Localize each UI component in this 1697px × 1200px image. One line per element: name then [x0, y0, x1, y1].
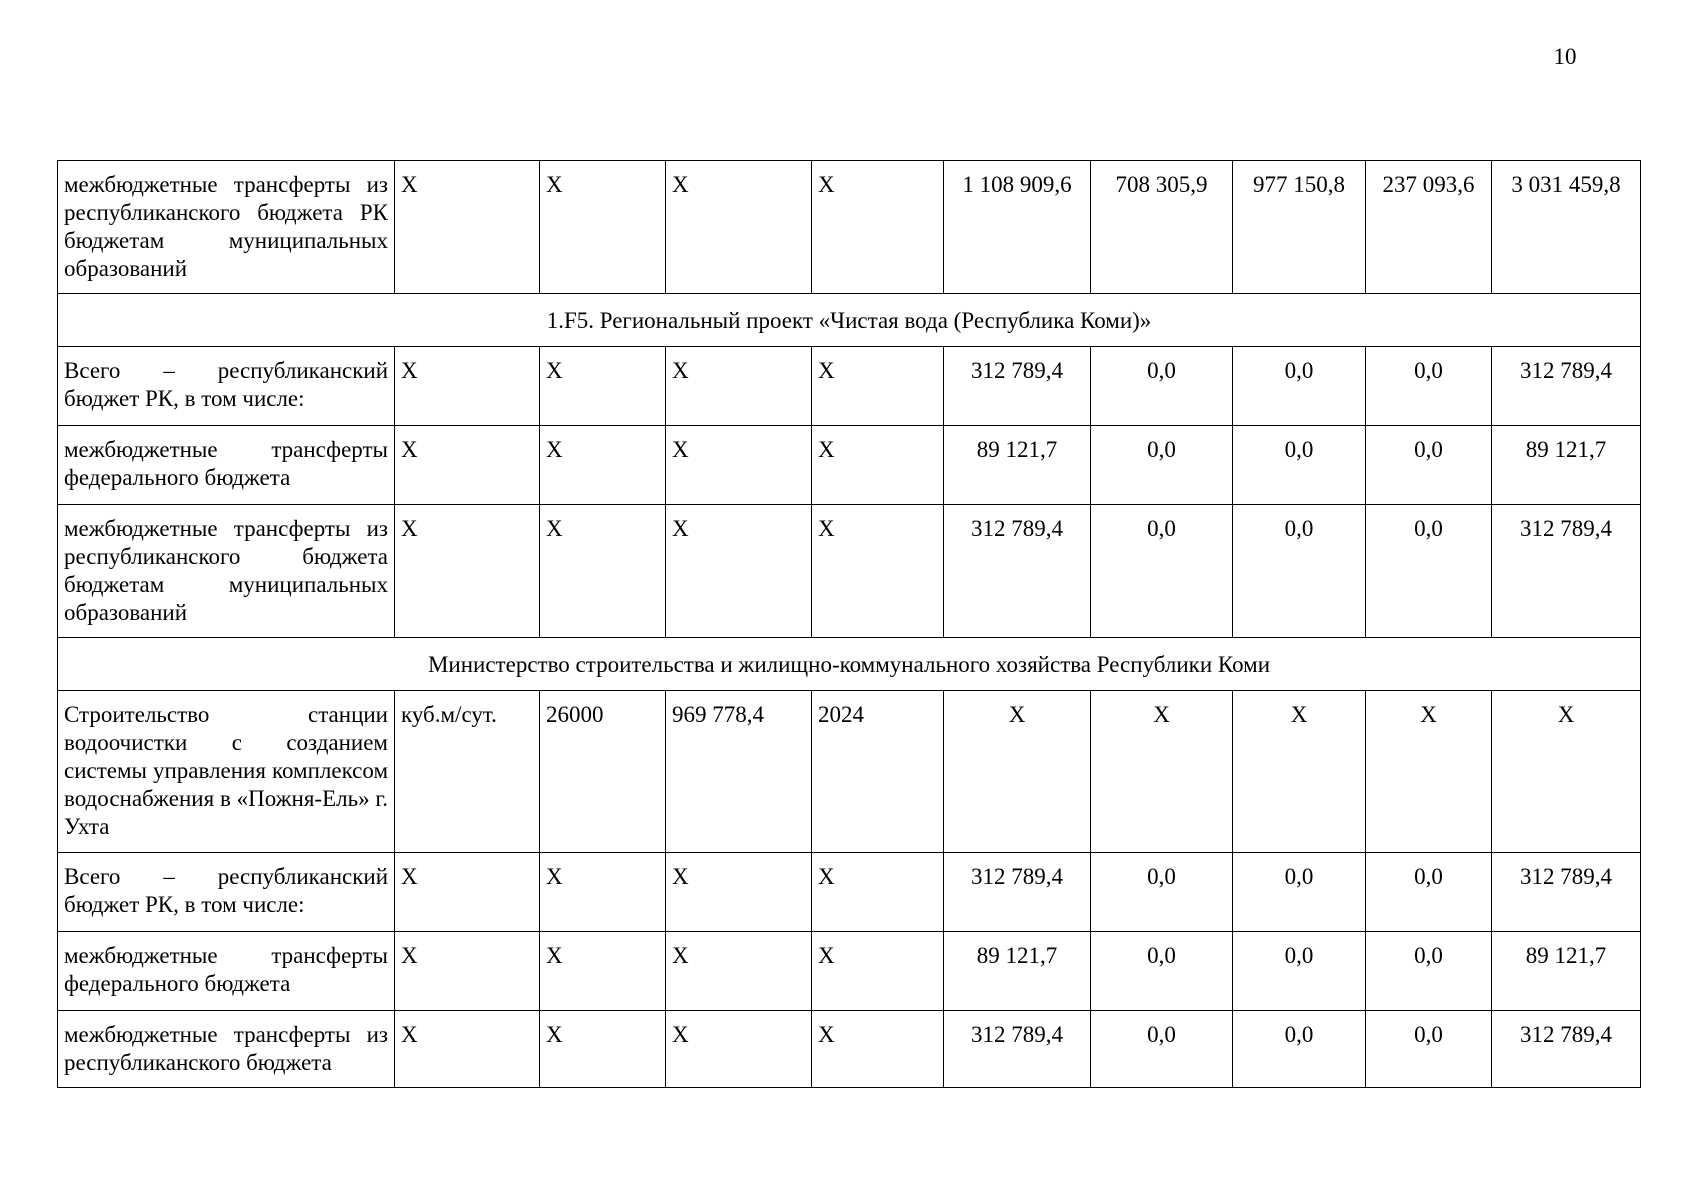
table-cell: X — [395, 505, 540, 638]
table-cell: 3 031 459,8 — [1492, 161, 1641, 294]
table-cell: X — [666, 1011, 812, 1088]
table-cell: X — [666, 505, 812, 638]
table-cell: X — [540, 853, 666, 932]
table-cell: X — [1233, 691, 1366, 853]
table-cell: 312 789,4 — [944, 347, 1091, 426]
table-cell: 0,0 — [1091, 426, 1233, 505]
row-label: межбюджетные трансферты из республиканского бюджета — [58, 1011, 395, 1088]
table-cell: 312 789,4 — [944, 1011, 1091, 1088]
table-cell: 0,0 — [1366, 347, 1492, 426]
table-cell: 2024 — [812, 691, 944, 853]
row-label: Строительство станции водоочистки с созданием системы управления комплексом водоснабжения в «Пожня-Ель» г. Ухта — [58, 691, 395, 853]
table-cell: X — [540, 505, 666, 638]
table-cell: X — [1366, 691, 1492, 853]
table-cell: X — [812, 853, 944, 932]
table-row — [58, 932, 1641, 1011]
table-cell: 0,0 — [1091, 932, 1233, 1011]
table-row — [58, 347, 1641, 426]
table-cell: 0,0 — [1366, 1011, 1492, 1088]
table-cell: X — [540, 161, 666, 294]
row-label: Всего – республиканский бюджет РК, в том числе: — [58, 853, 395, 932]
table-cell: X — [540, 932, 666, 1011]
section-row — [58, 638, 1641, 691]
table-cell: 0,0 — [1091, 505, 1233, 638]
table-cell: 89 121,7 — [944, 932, 1091, 1011]
table-cell: 312 789,4 — [944, 505, 1091, 638]
table-cell: 0,0 — [1233, 1011, 1366, 1088]
table-cell: 26000 — [540, 691, 666, 853]
table-row — [58, 853, 1641, 932]
table-cell: X — [666, 426, 812, 505]
table-row — [58, 161, 1641, 294]
table-cell: 237 093,6 — [1366, 161, 1492, 294]
table-cell: X — [1492, 691, 1641, 853]
table-row — [58, 1011, 1641, 1088]
table-cell: X — [666, 932, 812, 1011]
table-cell: 0,0 — [1091, 853, 1233, 932]
table-cell: X — [395, 1011, 540, 1088]
table-cell: 0,0 — [1366, 932, 1492, 1011]
row-label: Всего – республиканский бюджет РК, в том числе: — [58, 347, 395, 426]
table-cell: 0,0 — [1366, 505, 1492, 638]
table-cell: X — [812, 1011, 944, 1088]
section-heading: 1.F5. Региональный проект «Чистая вода (Республика Коми)» — [58, 294, 1641, 347]
table-row — [58, 691, 1641, 853]
table-cell: 708 305,9 — [1091, 161, 1233, 294]
table-cell: X — [812, 426, 944, 505]
table-cell: X — [395, 853, 540, 932]
table-cell: 0,0 — [1366, 853, 1492, 932]
table-cell: X — [812, 932, 944, 1011]
table-cell: X — [812, 161, 944, 294]
page-number: 10 — [1553, 44, 1577, 69]
table-cell: 0,0 — [1233, 426, 1366, 505]
table-cell: X — [666, 161, 812, 294]
table-cell: X — [666, 347, 812, 426]
table-cell: 89 121,7 — [1492, 426, 1641, 505]
table-cell: X — [540, 426, 666, 505]
table-cell: X — [812, 505, 944, 638]
row-label: межбюджетные трансферты федерального бюджета — [58, 932, 395, 1011]
budget-table — [57, 160, 1641, 1088]
table-cell: X — [812, 347, 944, 426]
table-cell: 0,0 — [1091, 347, 1233, 426]
table-cell: X — [395, 426, 540, 505]
section-row — [58, 294, 1641, 347]
table-cell: 0,0 — [1233, 853, 1366, 932]
table-cell: 977 150,8 — [1233, 161, 1366, 294]
table-cell: 0,0 — [1091, 1011, 1233, 1088]
row-label: межбюджетные трансферты из республиканского бюджета бюджетам муниципальных образований — [58, 505, 395, 638]
table-cell: X — [540, 347, 666, 426]
table-cell: 0,0 — [1366, 426, 1492, 505]
table-cell: куб.м/сут. — [395, 691, 540, 853]
table-cell: 0,0 — [1233, 932, 1366, 1011]
table-row — [58, 505, 1641, 638]
row-label: межбюджетные трансферты федерального бюджета — [58, 426, 395, 505]
row-label: межбюджетные трансферты из республиканского бюджета РК бюджетам муниципальных образований — [58, 161, 395, 294]
table-cell: X — [395, 161, 540, 294]
table-cell: X — [540, 1011, 666, 1088]
table-cell: 312 789,4 — [1492, 347, 1641, 426]
table-cell: X — [395, 932, 540, 1011]
section-heading: Министерство строительства и жилищно-коммунального хозяйства Республики Коми — [58, 638, 1641, 691]
table-cell: 312 789,4 — [944, 853, 1091, 932]
table-cell: 312 789,4 — [1492, 505, 1641, 638]
table-cell: 89 121,7 — [1492, 932, 1641, 1011]
table-cell: 0,0 — [1233, 505, 1366, 638]
table-cell: X — [1091, 691, 1233, 853]
table-cell: X — [666, 853, 812, 932]
table-cell: 312 789,4 — [1492, 853, 1641, 932]
table-cell: 0,0 — [1233, 347, 1366, 426]
table-cell: 89 121,7 — [944, 426, 1091, 505]
table-cell: X — [944, 691, 1091, 853]
table-cell: X — [395, 347, 540, 426]
table-row — [58, 426, 1641, 505]
table-cell: 1 108 909,6 — [944, 161, 1091, 294]
table-cell: 312 789,4 — [1492, 1011, 1641, 1088]
table-cell: 969 778,4 — [666, 691, 812, 853]
table-body — [58, 161, 1641, 1088]
